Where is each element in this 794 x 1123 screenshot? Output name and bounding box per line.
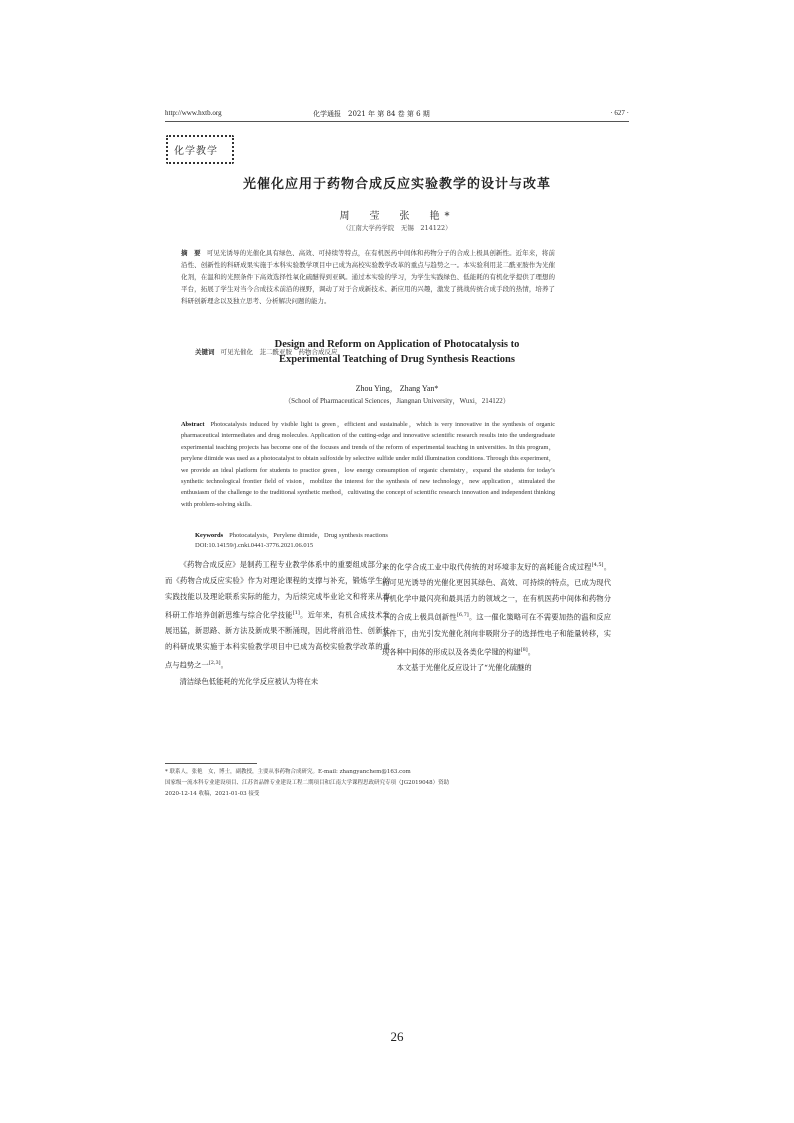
column-label: 化学教学: [174, 146, 218, 157]
citation[interactable]: [1]: [292, 610, 300, 616]
authors-en: Zhou Ying， Zhang Yan*: [355, 384, 439, 393]
keywords-cn-text: 可见光催化 苝二酰亚胺 药物合成反应: [220, 348, 338, 356]
body-right-column: [382, 557, 611, 676]
body-paragraph: 本文基于光催化反应设计了“光催化硫醚的: [396, 663, 532, 673]
running-header: [165, 107, 629, 122]
footnote-divider: [165, 763, 257, 764]
abstract-en: [181, 419, 555, 510]
title-en: [165, 337, 629, 367]
body-text: 。近年来，有机合成技术发展迅猛，新思路、新方法及新成果不断涌现，因此将前沿性、创新性的科研成果实施于本科实验教学项目中已成为高校实验教学改革的重点与趋势之一: [165, 610, 391, 670]
citation[interactable]: [6,7]: [456, 612, 469, 619]
authors-cn: 周 莹 张 艳*: [339, 211, 455, 222]
page-number: 26: [390, 1029, 404, 1044]
abstract-cn-label: 摘 要: [181, 249, 201, 257]
keywords-en: [195, 530, 555, 539]
body-paragraph: [165, 557, 390, 674]
footnote-contact: * 联系人，张艳 女，博士，副教授，主要从事药物合成研究。E-mail: zhangyanchem@163.com: [165, 769, 411, 775]
keywords-cn-label: 关键词: [195, 348, 215, 356]
affiliation-en: （School of Pharmaceutical Sciences，Jiangnan University，Wuxi，214122）: [284, 397, 510, 405]
footnote-funding: 国家级一流本科专业建设项目、江苏省品牌专业建设工程二期项目和江南大学课程思政研究专项（JG2019048）资助: [165, 780, 450, 786]
doi[interactable]: DOI:10.14159/j.cnki.0441-3776.2021.06.015: [195, 542, 314, 549]
footnotes: [165, 767, 605, 800]
journal-issue: 化学通报 2021 年 第 84 卷 第 6 期: [313, 110, 430, 118]
journal-page: · 627 ·: [610, 109, 629, 117]
title-en-line2: Experimental Teatching of Drug Synthesis Reactions: [279, 354, 515, 365]
citation[interactable]: [2,3]: [208, 660, 221, 667]
affiliation-cn: （江南大学药学院 无锡 214122）: [342, 224, 452, 232]
title-en-line1: Design and Reform on Application of Photocatalysis to: [274, 339, 520, 350]
body-text: 。这一催化策略可在不需要加热的温和反应条件下，由光引发光催化剂向非吸附分子的选择性电子和能量转移，实现各种中间体的形成以及各类化学键的构建: [382, 612, 612, 657]
abstract-en-label: Abstract: [181, 421, 205, 428]
body-text: 。而可见光诱导的光催化更因其绿色、高效、可持续的特点，已成为现代有机化学中最闪亮和最具活力的领域之一，在有机医药中间体和药物分子的合成上极具创新性: [382, 562, 612, 622]
keywords-en-text: Photocatalysis，Perylene diimide，Drug synthesis reactions: [229, 532, 388, 539]
abstract-cn-text: 可见光诱导的光催化具有绿色、高效、可持续等特点，在有机医药中间体和药物分子的合成上极具创新性。近年来，将前沿性、创新性的科研成果实施于本科实验教学项目中已成为高校实验教学改革的重点与趋势之一。本实验利用苝二酰亚胺作为光催化剂，在温和的光照条件下高效选择性氧化硫醚得到亚砜。通过本实验的学习，为学生实践绿色、低能耗的有机化学提供了理想的平台，拓展了学生对当今合成技术前沿的视野，调动了对于合成新技术、新应用的兴趣，激发了挑战传统合成手段的热情，培养了科研创新理念以及独立思考、分析解决问题的能力。: [181, 249, 556, 305]
title-cn: 光催化应用于药物合成反应实验教学的设计与改革: [242, 177, 551, 192]
abstract-en-text: Photocatalysis induced by visible light is green，efficient and sustainable，which is very innovative in the synthesis of organic pharmaceutical intermediates and drug molecules. Application of the cutting-edge and innovative scientific research results into the undergraduate experimental teaching projects has become one of the focuses and trends of the reform of experimental teaching in universities. In this program，perylene diimide was used as a photocatalyst to obtain sulfoxide by selective sulfide under mild illumination conditions. Through this experiment，we provide an ideal platform for students to practice green，low energy consumption of organic chemistry，expand the students for today’s synthetic technological frontier field of vision，mobilize the interest for the synthesis of new technology，new application，stimulated the enthusiasm of the challenge to the traditional synthetic method，cultivating the concept of scientific research innovation and independent thinking with problem-solving skills.: [181, 421, 555, 508]
body-paragraph: 清洁绿色低能耗的光化学反应被认为将在未: [179, 676, 319, 686]
body-text: 《药物合成反应》是制药工程专业教学体系中的重要组成部分，而《药物合成反应实验》作为对理论课程的支撑与补充，锻炼学生的实践技能以及理论联系实际的能力，为后续完成毕业论文和将来从事科研工作培养创新思维与综合化学技能: [165, 560, 390, 620]
journal-url: http://www.hxtb.org: [165, 109, 222, 117]
body-text: 来的化学合成工业中取代传统的对环境非友好的高耗能合成过程: [382, 562, 592, 572]
body-text: 。: [527, 647, 536, 657]
column-label-box: [166, 135, 232, 162]
keywords-en-label: Keywords: [195, 532, 224, 539]
body-paragraph: [382, 557, 611, 660]
citation[interactable]: [4,5]: [591, 562, 604, 568]
body-left-column: [165, 557, 390, 690]
citation[interactable]: [8]: [520, 646, 528, 653]
body-text: 。: [220, 660, 228, 670]
footnote-dates: 2020-12-14 收稿，2021-01-03 接受: [165, 791, 260, 797]
abstract-cn: [181, 247, 555, 307]
